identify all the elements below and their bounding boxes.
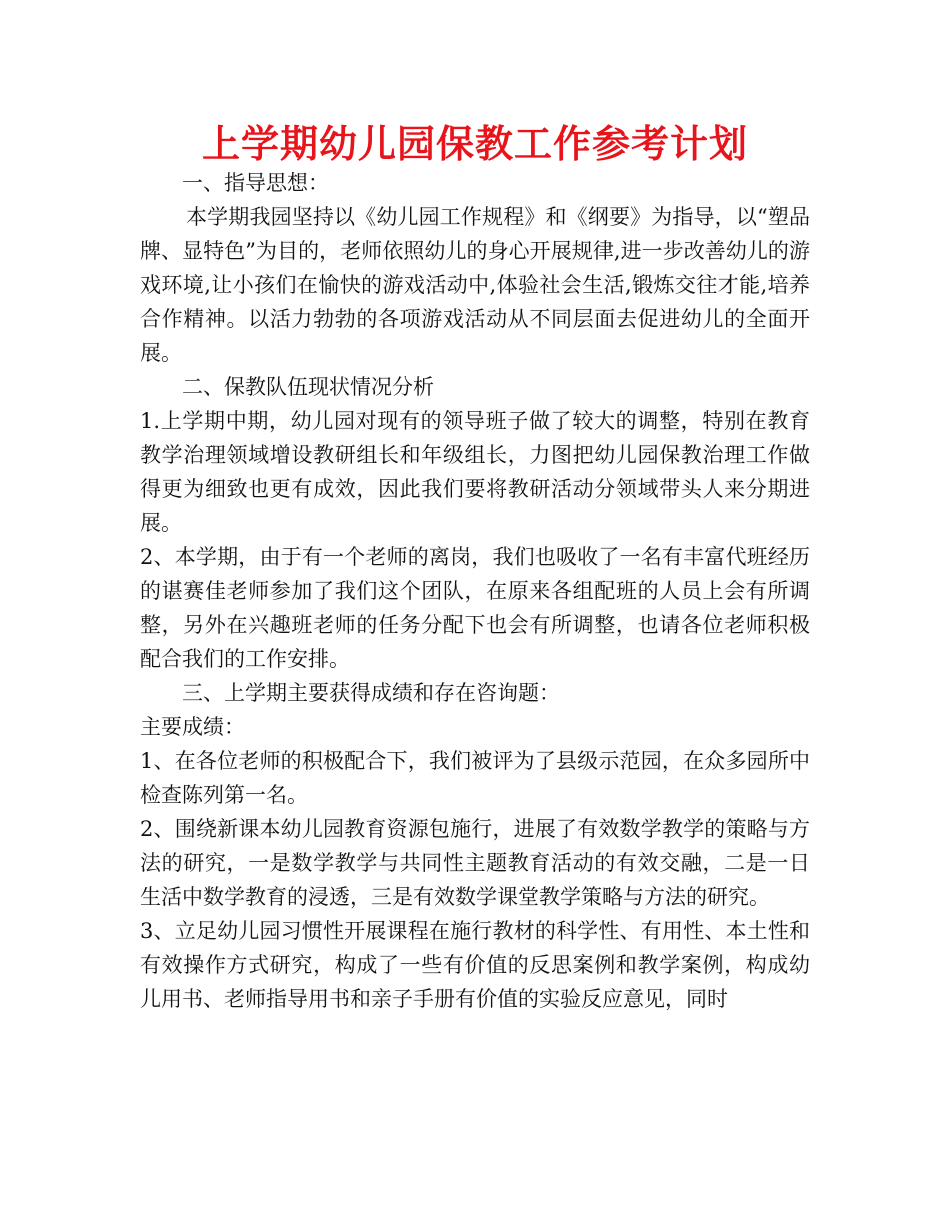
- paragraph: 二、保教队伍现状情况分析: [182, 375, 434, 399]
- document-title: 上学期幼儿园保教工作参考计划: [201, 122, 748, 166]
- paragraph: 一、指导思想：: [182, 171, 329, 195]
- paragraph: 3、立足幼儿园习惯性开展课程在施行教材的科学性、有用性、本土性和有效操作方式研究，构成了一些有价值的反思案例和教学案例，构成幼儿用书、老师指导用书和亲子手册有价值的实验反应意见，同时: [140, 919, 810, 1011]
- paragraph: 1、在各位老师的积极配合下，我们被评为了县级示范园，在众多园所中检查陈列第一名。: [140, 749, 810, 807]
- paragraph: 主要成绩：: [140, 715, 245, 739]
- paragraph: 1.上学期中期，幼儿园对现有的领导班子做了较大的调整，特别在教育教学治理领域增设教研组长和年级组长，力图把幼儿园保教治理工作做得更为细致也更有成效，因此我们要将教研活动分领域带头人来分期进展。: [140, 409, 810, 535]
- paragraph: 2、本学期，由于有一个老师的离岗，我们也吸收了一名有丰富代班经历的谌赛佳老师参加了我们这个团队，在原来各组配班的人员上会有所调整，另外在兴趣班老师的任务分配下也会有所调整，也请各位老师积极配合我们的工作安排。: [140, 545, 810, 671]
- paragraph: 本学期我园坚持以《幼儿园工作规程》和《纲要》为指导，以“塑品牌、显特色”为目的，老师依照幼儿的身心开展规律,进一步改善幼儿的游戏环境,让小孩们在愉快的游戏活动中,体验社会生活,锻炼交往才能,培养合作精神。以活力勃勃的各项游戏活动从不同层面去促进幼儿的全面开展。: [140, 205, 810, 365]
- paragraph: 三、上学期主要获得成绩和存在咨询题：: [182, 681, 560, 705]
- paragraph: 2、围绕新课本幼儿园教育资源包施行，进展了有效数学教学的策略与方法的研究，一是数学教学与共同性主题教育活动的有效交融，二是一日生活中数学教育的浸透，三是有效数学课堂教学策略与方法的研究。: [140, 817, 810, 909]
- document-body: [140, 166, 810, 1016]
